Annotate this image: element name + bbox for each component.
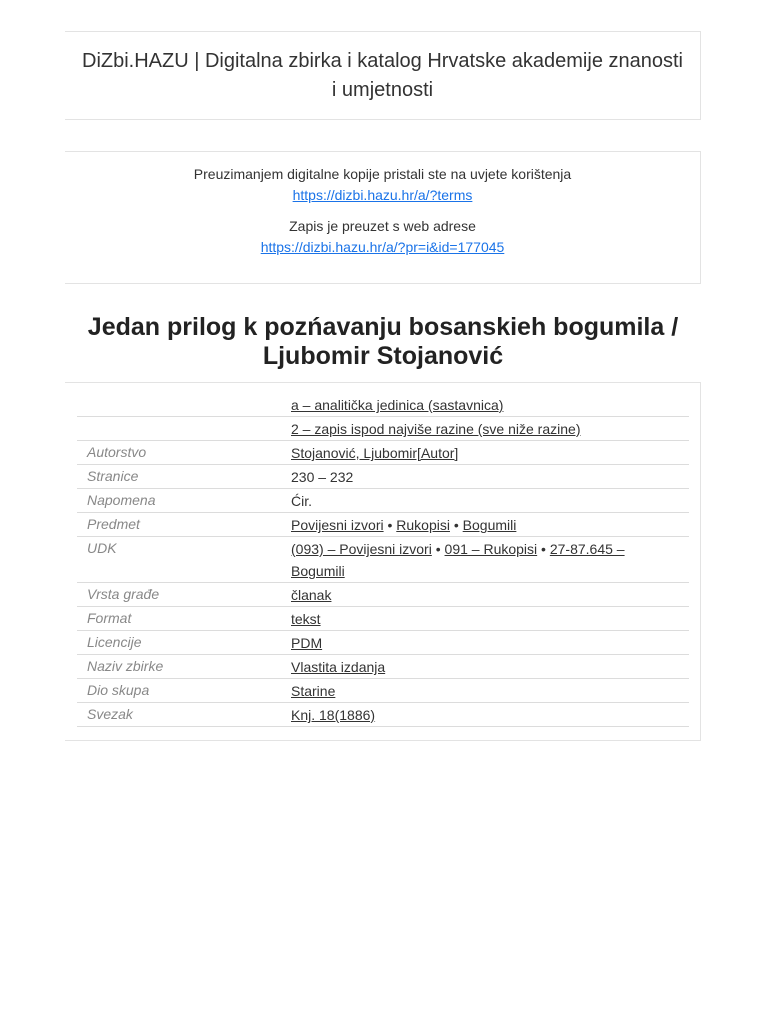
table-row — [77, 417, 689, 441]
metadata-panel — [65, 382, 701, 741]
row-value — [281, 679, 689, 703]
part-of-link[interactable]: Starine — [291, 683, 336, 699]
note-label: Napomena — [77, 489, 281, 513]
table-row — [77, 393, 689, 417]
volume-link[interactable]: Knj. 18(1886) — [291, 707, 376, 723]
udk-link[interactable]: (093) – Povijesni izvori — [291, 541, 432, 557]
separator: • — [541, 541, 546, 557]
row-value — [281, 417, 689, 441]
row-value — [281, 655, 689, 679]
collection-label: Naziv zbirke — [77, 655, 281, 679]
table-row — [77, 607, 689, 631]
row-value — [281, 631, 689, 655]
author-link[interactable]: Stojanović, Ljubomir[Autor] — [291, 445, 459, 461]
table-row — [77, 537, 689, 583]
udk-label: UDK — [77, 537, 281, 583]
site-title: DiZbi.HAZU | Digitalna zbirka i katalog Hrvatske akademije znanosti i umjetnosti — [82, 49, 683, 101]
collection-link[interactable]: Vlastita izdanja — [291, 659, 386, 675]
license-link[interactable]: PDM — [291, 635, 323, 651]
row-value — [281, 583, 689, 607]
authorship-label: Autorstvo — [77, 441, 281, 465]
type-link[interactable]: članak — [291, 587, 332, 603]
row-label-empty — [77, 393, 281, 417]
table-row — [77, 489, 689, 513]
record-title: Jedan prilog k pozńavanju bosanskieh bogumila / Ljubomir Stojanović — [87, 313, 679, 370]
row-value — [281, 607, 689, 631]
udk-link[interactable]: 27-87.645 – Bogumili — [291, 541, 625, 579]
table-row — [77, 631, 689, 655]
terms-link[interactable]: https://dizbi.hazu.hr/a/?terms — [292, 187, 473, 203]
subject-link[interactable]: Bogumili — [462, 517, 517, 533]
hierarchy-link[interactable]: 2 – zapis ispod najviše razine (sve niže razine) — [291, 421, 581, 437]
row-value — [281, 441, 689, 465]
level-link[interactable]: a – analitička jedinica (sastavnica) — [291, 397, 504, 413]
udk-link[interactable]: 091 – Rukopisi — [444, 541, 538, 557]
table-row — [77, 679, 689, 703]
subject-label: Predmet — [77, 513, 281, 537]
source-notice — [65, 216, 700, 258]
terms-notice — [65, 164, 700, 206]
row-value — [281, 537, 689, 583]
table-row — [77, 655, 689, 679]
format-label: Format — [77, 607, 281, 631]
separator: • — [453, 517, 459, 533]
license-label: Licencije — [77, 631, 281, 655]
subject-link[interactable]: Povijesni izvori — [291, 517, 384, 533]
site-header — [65, 31, 701, 120]
source-text: Zapis je preuzet s web adrese — [289, 218, 476, 234]
note-value: Ćir. — [281, 489, 689, 513]
table-row — [77, 583, 689, 607]
volume-label: Svezak — [77, 703, 281, 727]
pages-label: Stranice — [77, 465, 281, 489]
source-link[interactable]: https://dizbi.hazu.hr/a/?pr=i&id=177045 — [260, 239, 505, 255]
table-row — [77, 513, 689, 537]
row-value — [281, 393, 689, 417]
pages-value: 230 – 232 — [281, 465, 689, 489]
type-label: Vrsta građe — [77, 583, 281, 607]
row-value — [281, 703, 689, 727]
format-link[interactable]: tekst — [291, 611, 321, 627]
subject-link[interactable]: Rukopisi — [396, 517, 450, 533]
terms-text: Preuzimanjem digitalne kopije pristali ste na uvjete korištenja — [193, 166, 572, 182]
row-value — [281, 513, 689, 537]
separator: • — [435, 541, 441, 557]
table-row — [77, 703, 689, 727]
part-of-label: Dio skupa — [77, 679, 281, 703]
table-row — [77, 465, 689, 489]
table-row — [77, 441, 689, 465]
download-notice — [65, 151, 701, 284]
separator: • — [387, 517, 393, 533]
metadata-table — [77, 393, 689, 727]
row-label-empty — [77, 417, 281, 441]
